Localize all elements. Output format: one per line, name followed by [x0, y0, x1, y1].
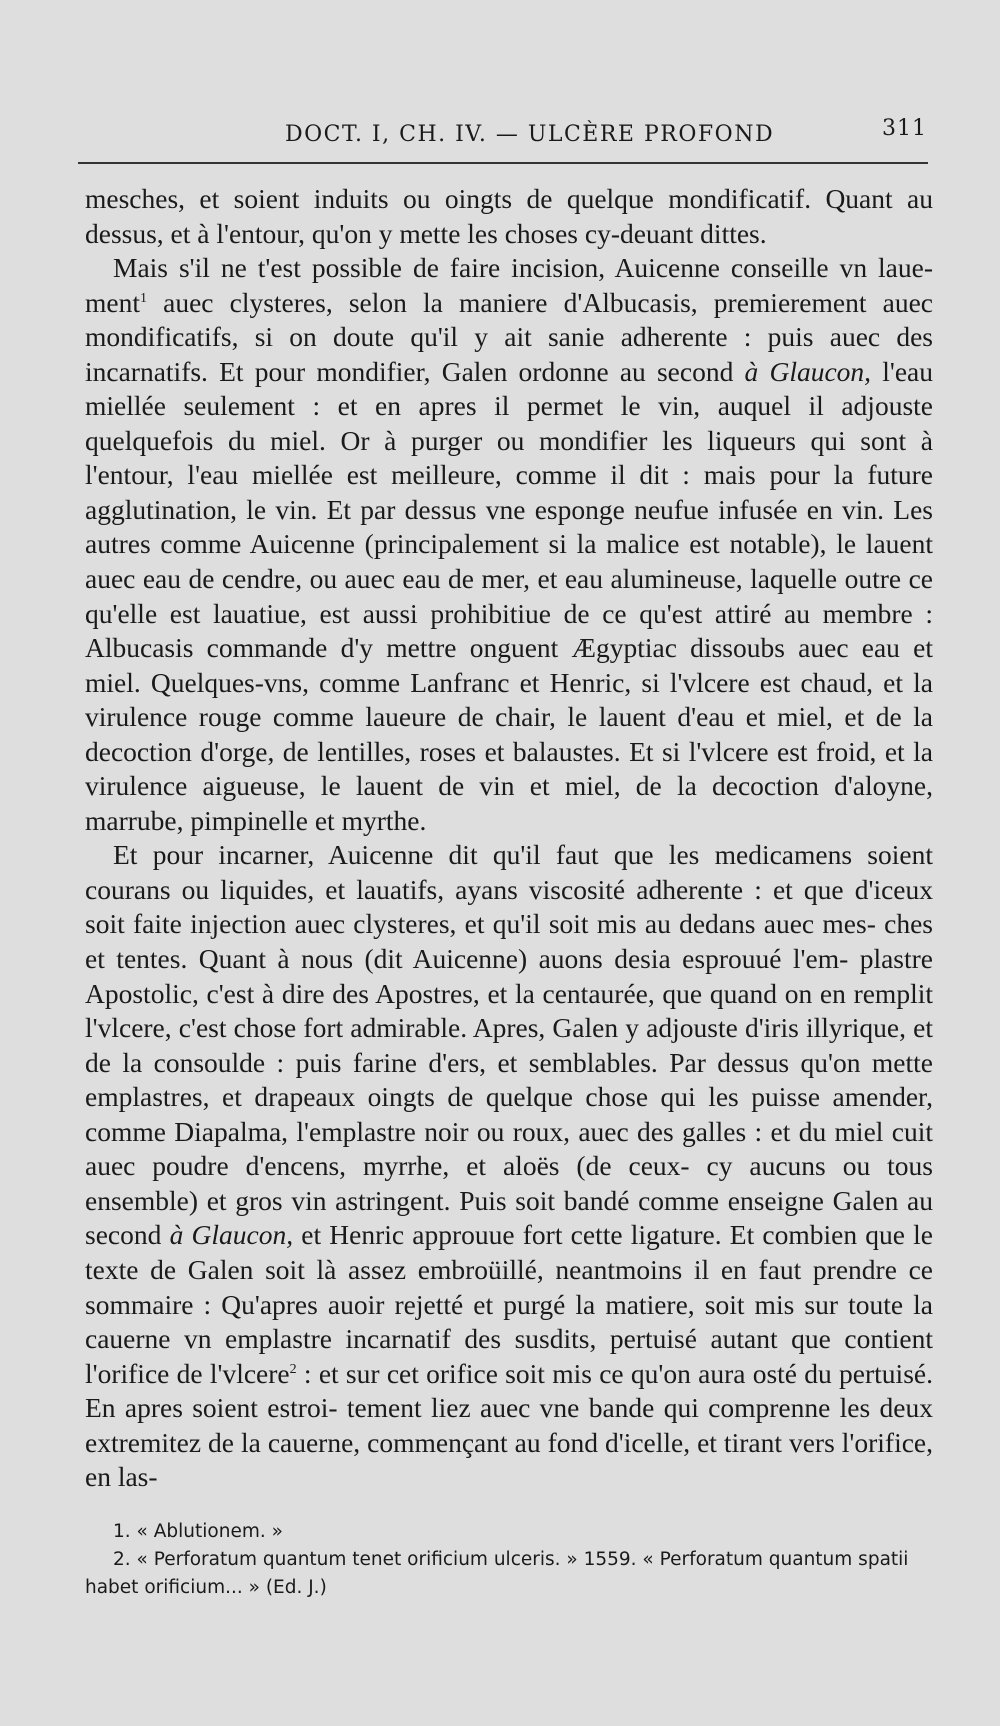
paragraph-text: l'eau miellée seulement : et en apres il permet le vin, auquel il adjouste quelquefois du miel. Or à purger ou mondifier les liqueurs qui sont à l'entour, l'eau miellée est meilleure, comme il dit : mais pour la future agglutination, le vin. Et par dessus vne esponge neufue infusée en vin. Les autres comme Auicenne (principalement si la malice est notable), le lauent auec eau de cendre, ou auec eau de mer, et eau alumineuse, laquelle outre ce qu'elle est lauatiue, est aussi prohibitiue de ce qu'est attiré au membre : Albucasis commande d'y mettre onguent Ægyptiac dissoubs auec eau et miel. Quelques-vns, comme Lanfranc et Henric, si l'vlcere est chaud, et la virulence rouge comme laueure de chair, le lauent d'eau et miel, et de la decoction d'orge, de lentilles, roses et balaustes. Et si l'vlcere est froid, et la virulence aigueuse, le lauent de vin et miel, de la decoction d'aloyne, marrube, pimpinelle et myrthe.	[85, 355, 933, 836]
paragraph-line: mesches, et soient induits ou oingts de quelque mondificatif. Quant au	[85, 183, 933, 214]
paragraph-text: auec clysteres, selon la maniere d'Albucasis, premierement auec mondificatifs, si on doute qu'il y ait sanie adherente : puis auec des incarnatifs. Et pour mondifier, Galen ordonne au second	[85, 286, 933, 387]
footnote-text: « Perforatum quantum tenet orificium ulceris. » 1559. « Perforatum quantum spatii habet orificium... » (Ed. J.)	[85, 1549, 909, 1598]
paragraph-text: Et pour incarner, Auicenne dit qu'il faut que les medicamens soient courans ou liquides, et lauatifs, ayans viscosité adherente : et que d'iceux soit faite injection auec clysteres, et qu'il soit mis au dedans auec mes- ches et tentes. Quant à nous (dit Auicenne) auons desia esprouué l'em- plastre Apostolic, c'est à dire des Apostres, et la centaurée, que quand on en remplit l'vlcere, c'est chose fort admirable. Apres, Galen y adjouste d'iris illyrique, et de la consoulde : puis farine d'ers, et semblables. Par dessus qu'on mette emplastres, et drapeaux oingts de quelque chose qui les puisse amender, comme Diapalma, l'emplastre noir ou roux, auec des galles : et du miel cuit auec poudre d'encens, myrrhe, et aloës (de ceux- cy aucuns ou tous ensemble) et gros vin astringent. Puis soit bandé comme enseigne Galen au second	[85, 839, 933, 1251]
paragraph-text: Mais s'il ne t'est possible de faire incision, Auicenne conseille vn laue- ment	[85, 252, 933, 318]
paragraph-text: : et sur cet orifice soit mis ce qu'on aura osté du pertuisé. En apres soient estroi- tement liez auec vne bande qui comprenne les deux extremitez de la cauerne, commençant au fond d'icelle, et tirant vers l'orifice, en las-	[85, 1357, 933, 1493]
footnotes	[85, 1518, 933, 1602]
page-number: 311	[882, 116, 927, 141]
paragraph-line: dessus, et à l'entour, qu'on y mette les choses cy-deuant dittes.	[85, 217, 767, 249]
footnote-number: 1.	[113, 1521, 131, 1542]
italic-title: à Glaucon,	[744, 355, 872, 387]
footnote-ref-2: 2	[289, 1361, 297, 1377]
footnote-2	[85, 1546, 933, 1602]
footnote-ref-1: 1	[140, 290, 147, 306]
paragraph-3	[85, 838, 933, 1494]
running-head	[85, 110, 927, 160]
paragraph-text: et Henric approuue fort cette ligature. Et combien que le texte de Galen soit là assez embroüillé, neantmoins il en faut prendre ce sommaire : Qu'apres auoir rejetté et purgé la matiere, soit mis sur toute la cauerne vn emplastre incarnatif des susdits, pertuisé autant que contient l'orifice de l'vlcere	[85, 1219, 933, 1389]
footnote-1	[85, 1518, 933, 1546]
body-text	[85, 182, 933, 1495]
footnote-number: 2.	[113, 1549, 131, 1570]
italic-title: à Glaucon,	[169, 1219, 294, 1251]
paragraph-2	[85, 251, 933, 838]
paragraph-1	[85, 182, 933, 251]
header-rule	[78, 162, 928, 164]
running-title: DOCT. I, CH. IV. — ULCÈRE PROFOND	[285, 122, 775, 147]
footnote-text: « Ablutionem. »	[136, 1521, 283, 1542]
